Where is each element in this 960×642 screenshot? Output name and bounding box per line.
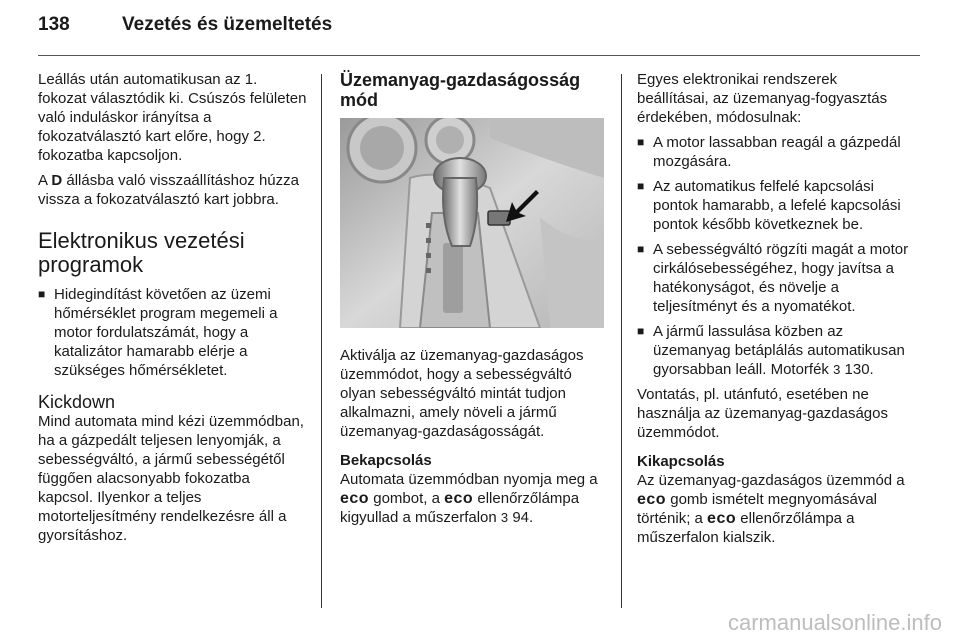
kickdown-paragraph: Mind automata mind kézi üzemmódban, ha a gázpedált teljesen lenyomják, a sebességváltó, a jármű sebességétől függően alacsonyabb fokozatba kapcsol. Ilyenkor a teljes motorteljesítmény rendelkezésre áll a gyorsításhoz.	[38, 413, 304, 544]
activation-paragraph: Automata üzemmódban nyomja meg a eco gombot, a eco ellenőrzőlámpa kigyullad a műszerfalon 3 94.	[340, 471, 598, 526]
eco-symbol: eco	[637, 491, 667, 508]
d-position-paragraph: A D állásba való visszaállításhoz húzza vissza a fokozatválasztó kart jobbra.	[38, 172, 299, 208]
list-item: ■ A jármű lassulása közben az üzemanyag betáplálás automatikusan gyorsabban leáll. Motorfék 3 130.	[637, 322, 912, 379]
eco-symbol: eco	[340, 490, 370, 507]
page-number: 138	[38, 14, 70, 35]
header-rule	[38, 55, 920, 56]
activation-heading: Bekapcsolás	[340, 452, 432, 469]
electronic-programs-heading: Elektronikus vezetési programok	[38, 228, 245, 277]
page-reference-icon: 3	[500, 510, 509, 525]
watermark: carmanualsonline.info	[727, 610, 942, 635]
d-label: D	[51, 172, 63, 189]
gear-selector-photo	[340, 118, 604, 328]
intro-paragraph: Leállás után automatikusan az 1. fokozat választódik ki. Csúszós felületen való induláskor irányítsa a fokozatválasztó kart előre, hogy 2. fokozatba kapcsoljon.	[38, 71, 307, 164]
deactivation-paragraph: Az üzemanyag-gazdaságos üzemmód a eco gomb ismételt megnyomásával történik; a eco ellenőrzőlámpa a műszerfalon kialszik.	[637, 472, 905, 546]
eco-mode-title: Üzemanyag-gazdaságosság mód	[340, 70, 581, 110]
towing-paragraph: Vontatás, pl. utánfutó, esetében ne használja az üzemanyag-gazdaságos üzemmódot.	[637, 386, 888, 441]
column-2	[340, 70, 608, 533]
page-header	[38, 14, 920, 52]
eco-symbol: eco	[444, 490, 474, 507]
list-item: ■ A sebességváltó rögzíti magát a motor cirkálósebességéhez, hogy javítsa a hatékonyságot, és növelje a teljesítményt és a nyomatékot.	[637, 240, 912, 316]
kickdown-heading: Kickdown	[38, 392, 116, 412]
page-reference-icon: 3	[833, 362, 841, 377]
deactivation-heading: Kikapcsolás	[637, 453, 725, 470]
systems-intro-paragraph: Egyes elektronikai rendszerek beállításai, az üzemanyag-fogyasztás érdekében, módosulnak:	[637, 71, 888, 126]
list-item: ■ Az automatikus felfelé kapcsolási pontok hamarabb, a lefelé kapcsolási pontok később következnek be.	[637, 177, 912, 234]
chapter-title: Vezetés és üzemeltetés	[122, 14, 333, 35]
column-divider-1	[321, 74, 322, 608]
activate-paragraph: Aktiválja az üzemanyag-gazdaságos üzemmódot, hogy a sebességváltó olyan sebességváltó mintát tudjon alkalmazni, amely növeli a jármű üzemanyag-gazdaságosságát.	[340, 347, 584, 440]
electronic-programs-list	[38, 285, 308, 380]
systems-list	[637, 133, 912, 379]
eco-symbol: eco	[707, 510, 737, 527]
column-divider-2	[621, 74, 622, 608]
list-item: ■ A motor lassabban reagál a gázpedál mozgására.	[637, 133, 912, 171]
column-3	[637, 70, 912, 553]
list-item: ■ Hidegindítást követően az üzemi hőmérséklet program megemeli a motor fordulatszámát, hogy a katalizátor hamarabb elérje a szükséges hőmérsékletet.	[38, 285, 308, 380]
column-1	[38, 70, 308, 551]
